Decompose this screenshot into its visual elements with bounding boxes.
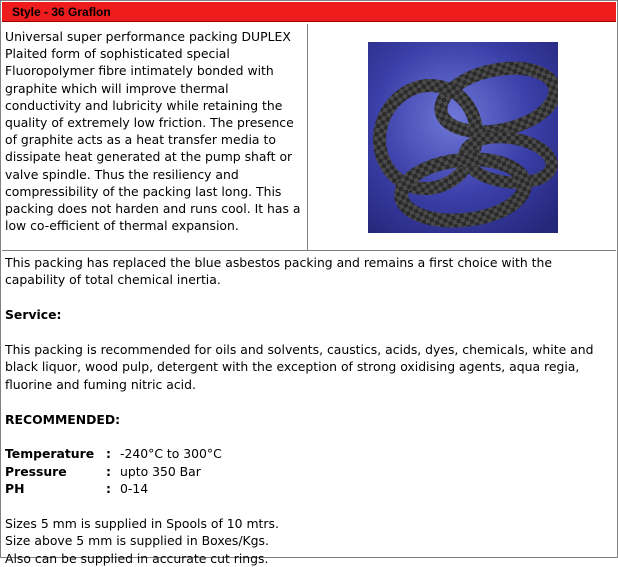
spec-row-pressure <box>5 463 613 480</box>
packing-rings-photo <box>368 42 558 233</box>
spec-row-ph <box>5 480 613 497</box>
image-cell <box>309 24 616 250</box>
spec-row-temperature <box>5 445 613 462</box>
spec-label: Pressure <box>5 463 67 479</box>
product-description: Universal super performance packing DUPLEX Plaited form of sophisticated special Fluoropolymer fibre intimately bonded with graphite which will improve thermal conductivity and lubricity while retaining the quality of extremely low friction. The presence of graphite acts as a heat transfer media to dissipate heat generated at the pump shaft or valve spindle. Thus the resiliency and compressibility of the packing last long. This packing does not harden and runs cool. It has a low co-efficient of thermal expansion. <box>5 29 301 234</box>
service-paragraph: This packing is recommended for oils and solvents, caustics, acids, dyes, chemicals, white and black liquor, wood pulp, detergent with the exception of strong oxidising agents, aqua regia, fluorine and fuming nitric acid. <box>5 342 594 392</box>
spec-label: PH <box>5 481 25 497</box>
spec-separator: : <box>106 481 111 497</box>
description-cell <box>2 24 308 250</box>
spec-label: Temperature <box>5 446 95 462</box>
supply-line-cut-rings: Also can be supplied in accurate cut rings. <box>5 550 269 566</box>
title-bar <box>2 2 616 22</box>
spec-value: 0-14 <box>120 481 149 497</box>
spec-separator: : <box>106 446 111 462</box>
service-heading: Service: <box>5 307 62 323</box>
supply-line-spools: Sizes 5 mm is supplied in Spools of 10 mtrs. <box>5 516 279 532</box>
spec-value: -240°C to 300°C <box>120 446 222 462</box>
intro-paragraph: This packing has replaced the blue asbestos packing and remains a first choice with the capability of total chemical inertia. <box>5 255 552 288</box>
spec-value: upto 350 Bar <box>120 463 201 479</box>
recommended-heading: RECOMMENDED: <box>5 411 121 427</box>
supply-line-boxes: Size above 5 mm is supplied in Boxes/Kgs. <box>5 533 269 549</box>
overview-row <box>2 24 616 251</box>
product-title: Style - 36 Graflon <box>12 5 111 19</box>
details-section <box>5 254 613 567</box>
spec-separator: : <box>106 463 111 479</box>
